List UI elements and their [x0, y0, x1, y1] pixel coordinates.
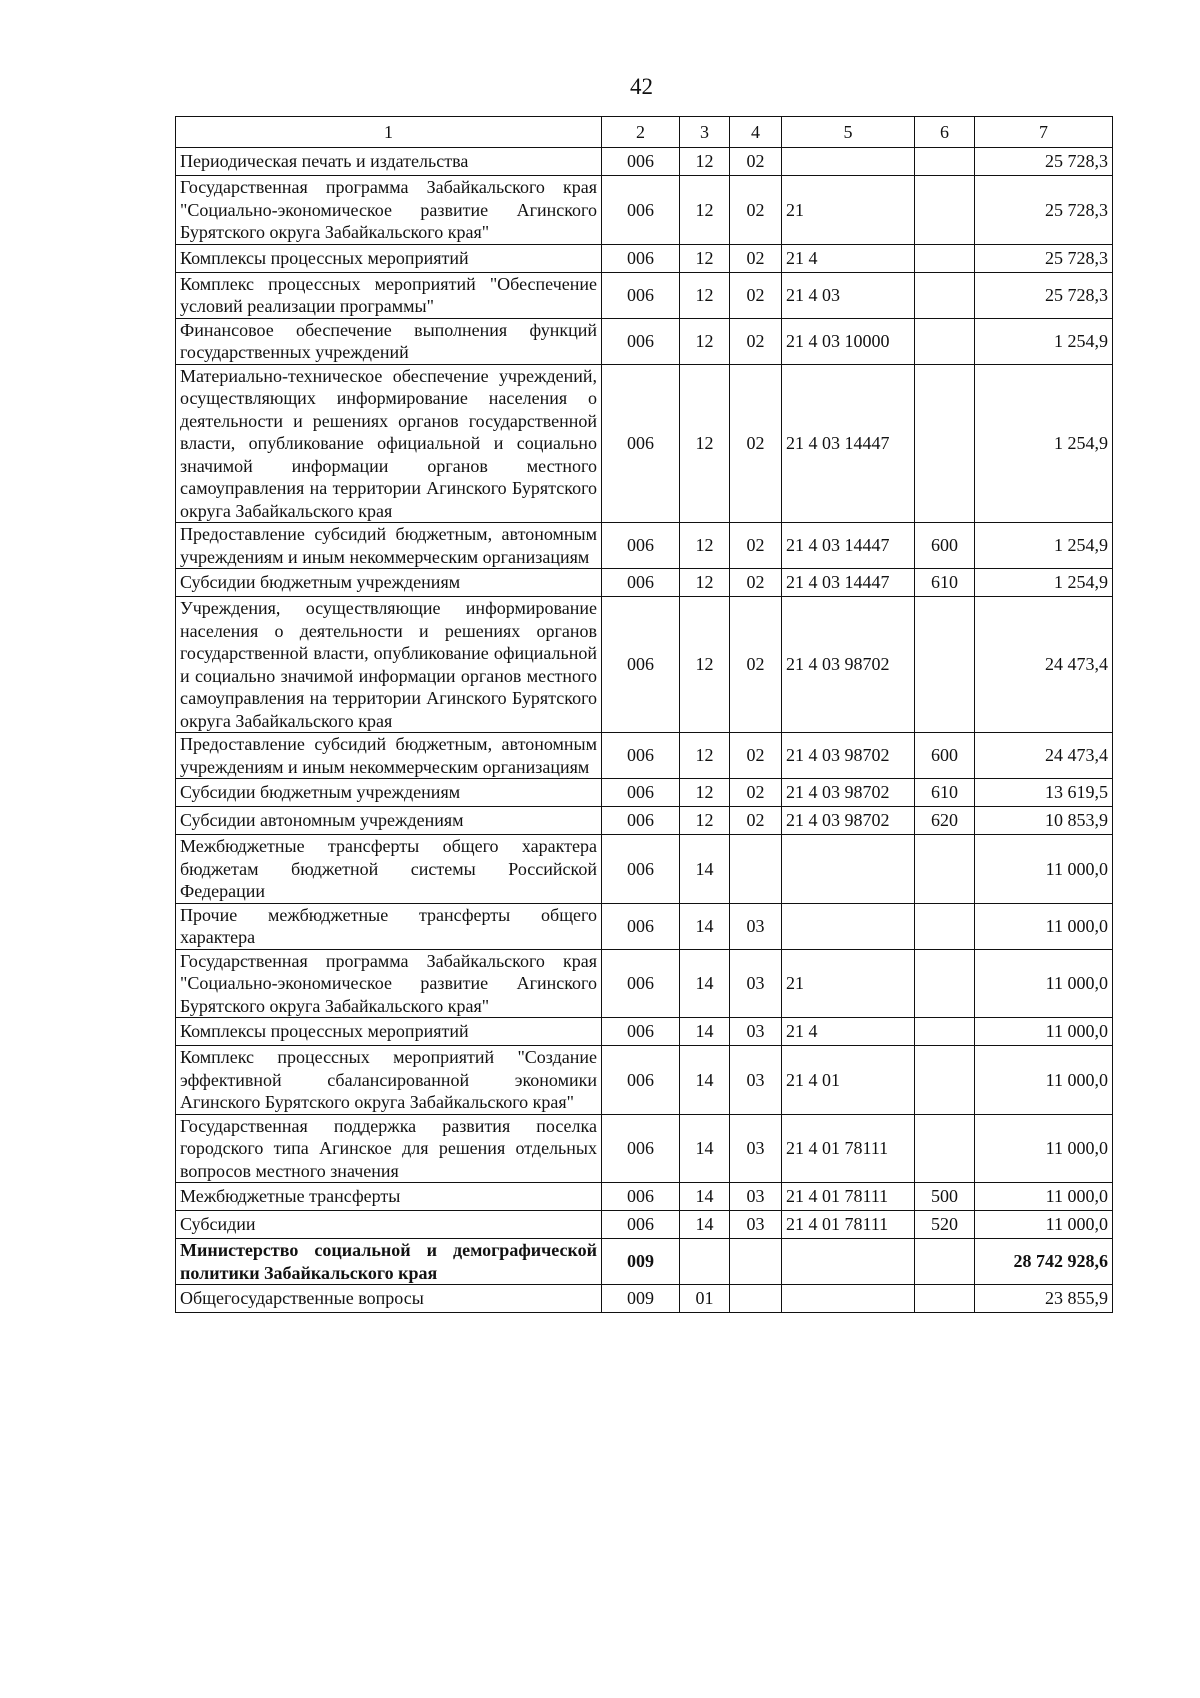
cell-name: Финансовое обеспечение выполнения функций государственных учреждений	[176, 318, 602, 364]
cell-target-article: 21 4 01 78111	[782, 1183, 915, 1211]
cell-name: Государственная программа Забайкальского края "Социально-экономическое развитие Агинского Бурятского округа Забайкальского края"	[176, 176, 602, 245]
cell-target-article	[782, 1239, 915, 1285]
table-row	[176, 569, 1113, 597]
table-row	[176, 733, 1113, 779]
cell-subsection: 02	[730, 272, 782, 318]
cell-admin-code: 006	[602, 364, 680, 523]
cell-amount: 11 000,0	[975, 1046, 1113, 1115]
cell-target-article: 21	[782, 949, 915, 1018]
cell-subsection: 02	[730, 523, 782, 569]
cell-subsection: 03	[730, 949, 782, 1018]
cell-subsection: 03	[730, 1211, 782, 1239]
table-row	[176, 1046, 1113, 1115]
cell-target-article: 21 4 03 98702	[782, 807, 915, 835]
cell-target-article: 21 4 03 14447	[782, 569, 915, 597]
cell-subsection: 03	[730, 1183, 782, 1211]
cell-target-article	[782, 903, 915, 949]
cell-section: 01	[680, 1285, 730, 1313]
cell-amount: 25 728,3	[975, 244, 1113, 272]
cell-section: 12	[680, 733, 730, 779]
cell-name: Учреждения, осуществляющие информирование населения о деятельности и решениях органов государственной власти, опубликование официальной и социально значимой информации органов местного самоуправления на территории Агинского Бурятского округа Забайкальского края	[176, 597, 602, 733]
cell-admin-code: 006	[602, 272, 680, 318]
cell-amount: 11 000,0	[975, 1018, 1113, 1046]
cell-section: 14	[680, 835, 730, 904]
cell-admin-code: 006	[602, 1211, 680, 1239]
cell-admin-code: 006	[602, 148, 680, 176]
cell-subsection: 03	[730, 1018, 782, 1046]
cell-subsection: 02	[730, 779, 782, 807]
page-number: 42	[630, 74, 653, 99]
cell-amount: 1 254,9	[975, 523, 1113, 569]
cell-section: 12	[680, 807, 730, 835]
cell-admin-code: 006	[602, 835, 680, 904]
table-row	[176, 318, 1113, 364]
cell-amount: 11 000,0	[975, 1114, 1113, 1183]
cell-target-article: 21 4 03	[782, 272, 915, 318]
cell-admin-code: 006	[602, 569, 680, 597]
cell-section	[680, 1239, 730, 1285]
table-row	[176, 523, 1113, 569]
cell-name: Государственная программа Забайкальского края "Социально-экономическое развитие Агинского Бурятского округа Забайкальского края"	[176, 949, 602, 1018]
cell-amount: 11 000,0	[975, 903, 1113, 949]
cell-section: 14	[680, 1183, 730, 1211]
table-row	[176, 1018, 1113, 1046]
cell-subsection: 02	[730, 569, 782, 597]
cell-admin-code: 009	[602, 1285, 680, 1313]
cell-amount: 1 254,9	[975, 364, 1113, 523]
cell-subsection: 02	[730, 148, 782, 176]
cell-admin-code: 006	[602, 807, 680, 835]
cell-target-article: 21 4 03 98702	[782, 779, 915, 807]
cell-amount: 25 728,3	[975, 272, 1113, 318]
cell-expense-type: 600	[915, 733, 975, 779]
cell-admin-code: 006	[602, 1018, 680, 1046]
cell-expense-type: 600	[915, 523, 975, 569]
table-row	[176, 835, 1113, 904]
cell-amount: 24 473,4	[975, 597, 1113, 733]
cell-section: 12	[680, 176, 730, 245]
table-row	[176, 1114, 1113, 1183]
cell-admin-code: 006	[602, 1183, 680, 1211]
cell-target-article	[782, 835, 915, 904]
cell-expense-type: 610	[915, 779, 975, 807]
cell-name: Комплекс процессных мероприятий "Создание эффективной сбалансированной экономики Агинского Бурятского округа Забайкальского края"	[176, 1046, 602, 1115]
cell-section: 14	[680, 949, 730, 1018]
cell-subsection: 02	[730, 733, 782, 779]
table-row	[176, 1183, 1113, 1211]
cell-expense-type	[915, 903, 975, 949]
cell-target-article: 21 4 01	[782, 1046, 915, 1115]
cell-target-article: 21 4	[782, 1018, 915, 1046]
cell-subsection: 03	[730, 1114, 782, 1183]
table-row	[176, 176, 1113, 245]
cell-expense-type	[915, 1046, 975, 1115]
cell-name: Прочие межбюджетные трансферты общего характера	[176, 903, 602, 949]
cell-amount: 25 728,3	[975, 148, 1113, 176]
cell-section: 14	[680, 1018, 730, 1046]
cell-admin-code: 006	[602, 949, 680, 1018]
table-body	[176, 148, 1113, 1313]
table-row	[176, 1211, 1113, 1239]
table-row	[176, 364, 1113, 523]
cell-amount: 23 855,9	[975, 1285, 1113, 1313]
cell-expense-type: 620	[915, 807, 975, 835]
cell-amount: 28 742 928,6	[975, 1239, 1113, 1285]
cell-name: Межбюджетные трансферты общего характера бюджетам бюджетной системы Российской Федерации	[176, 835, 602, 904]
cell-subsection: 02	[730, 176, 782, 245]
header-col-5: 5	[782, 117, 915, 148]
table-row	[176, 1285, 1113, 1313]
header-row	[176, 117, 1113, 148]
cell-name: Комплексы процессных мероприятий	[176, 1018, 602, 1046]
header-col-3: 3	[680, 117, 730, 148]
cell-expense-type	[915, 244, 975, 272]
cell-target-article: 21	[782, 176, 915, 245]
cell-expense-type	[915, 1018, 975, 1046]
cell-name: Субсидии автономным учреждениям	[176, 807, 602, 835]
cell-amount: 11 000,0	[975, 949, 1113, 1018]
cell-target-article: 21 4 03 98702	[782, 733, 915, 779]
cell-admin-code: 009	[602, 1239, 680, 1285]
cell-expense-type	[915, 597, 975, 733]
header-col-7: 7	[975, 117, 1113, 148]
cell-section: 12	[680, 523, 730, 569]
cell-section: 12	[680, 272, 730, 318]
cell-subsection: 02	[730, 364, 782, 523]
cell-amount: 11 000,0	[975, 835, 1113, 904]
cell-target-article: 21 4	[782, 244, 915, 272]
cell-subsection: 02	[730, 597, 782, 733]
cell-name: Комплексы процессных мероприятий	[176, 244, 602, 272]
cell-amount: 13 619,5	[975, 779, 1113, 807]
cell-amount: 24 473,4	[975, 733, 1113, 779]
cell-amount: 1 254,9	[975, 569, 1113, 597]
cell-subsection: 02	[730, 244, 782, 272]
cell-name: Предоставление субсидий бюджетным, автономным учреждениям и иным некоммерческим организациям	[176, 523, 602, 569]
cell-amount: 11 000,0	[975, 1183, 1113, 1211]
cell-expense-type	[915, 1285, 975, 1313]
cell-section: 14	[680, 1211, 730, 1239]
cell-expense-type	[915, 1114, 975, 1183]
cell-section: 14	[680, 1046, 730, 1115]
cell-name: Министерство социальной и демографической политики Забайкальского края	[176, 1239, 602, 1285]
table-row	[176, 779, 1113, 807]
cell-admin-code: 006	[602, 244, 680, 272]
cell-section: 12	[680, 569, 730, 597]
cell-section: 12	[680, 364, 730, 523]
cell-section: 12	[680, 597, 730, 733]
budget-table	[175, 116, 1113, 1313]
cell-amount: 10 853,9	[975, 807, 1113, 835]
cell-section: 14	[680, 1114, 730, 1183]
cell-admin-code: 006	[602, 318, 680, 364]
table-row	[176, 148, 1113, 176]
header-col-2: 2	[602, 117, 680, 148]
table-header	[176, 117, 1113, 148]
cell-name: Субсидии бюджетным учреждениям	[176, 569, 602, 597]
cell-subsection: 02	[730, 318, 782, 364]
cell-target-article	[782, 148, 915, 176]
cell-admin-code: 006	[602, 733, 680, 779]
table-row	[176, 949, 1113, 1018]
cell-admin-code: 006	[602, 523, 680, 569]
cell-target-article: 21 4 03 14447	[782, 364, 915, 523]
cell-target-article: 21 4 01 78111	[782, 1211, 915, 1239]
table-row	[176, 244, 1113, 272]
table-row	[176, 903, 1113, 949]
cell-admin-code: 006	[602, 597, 680, 733]
cell-expense-type: 500	[915, 1183, 975, 1211]
cell-section: 14	[680, 903, 730, 949]
cell-section: 12	[680, 779, 730, 807]
header-col-1: 1	[176, 117, 602, 148]
cell-expense-type	[915, 148, 975, 176]
cell-amount: 25 728,3	[975, 176, 1113, 245]
cell-admin-code: 006	[602, 779, 680, 807]
cell-target-article: 21 4 03 10000	[782, 318, 915, 364]
cell-section: 12	[680, 318, 730, 364]
cell-target-article: 21 4 03 98702	[782, 597, 915, 733]
cell-expense-type	[915, 176, 975, 245]
cell-name: Периодическая печать и издательства	[176, 148, 602, 176]
cell-admin-code: 006	[602, 1114, 680, 1183]
cell-expense-type: 520	[915, 1211, 975, 1239]
table-row	[176, 1239, 1113, 1285]
cell-target-article: 21 4 01 78111	[782, 1114, 915, 1183]
cell-expense-type: 610	[915, 569, 975, 597]
cell-expense-type	[915, 318, 975, 364]
cell-name: Субсидии	[176, 1211, 602, 1239]
cell-amount: 1 254,9	[975, 318, 1113, 364]
cell-name: Межбюджетные трансферты	[176, 1183, 602, 1211]
cell-name: Общегосударственные вопросы	[176, 1285, 602, 1313]
cell-subsection	[730, 835, 782, 904]
cell-admin-code: 006	[602, 176, 680, 245]
cell-expense-type	[915, 272, 975, 318]
cell-target-article: 21 4 03 14447	[782, 523, 915, 569]
cell-name: Материально-техническое обеспечение учреждений, осуществляющих информирование населения о деятельности и решениях органов государственной власти, опубликование официальной и социально значимой информации органов местного самоуправления на территории Агинского Бурятского округа Забайкальского края	[176, 364, 602, 523]
cell-expense-type	[915, 1239, 975, 1285]
cell-expense-type	[915, 949, 975, 1018]
table-row	[176, 597, 1113, 733]
cell-amount: 11 000,0	[975, 1211, 1113, 1239]
cell-section: 12	[680, 244, 730, 272]
cell-name: Субсидии бюджетным учреждениям	[176, 779, 602, 807]
cell-name: Комплекс процессных мероприятий "Обеспечение условий реализации программы"	[176, 272, 602, 318]
table-row	[176, 807, 1113, 835]
cell-subsection	[730, 1285, 782, 1313]
cell-name: Государственная поддержка развития поселка городского типа Агинское для решения отдельных вопросов местного значения	[176, 1114, 602, 1183]
cell-expense-type	[915, 364, 975, 523]
cell-target-article	[782, 1285, 915, 1313]
cell-admin-code: 006	[602, 903, 680, 949]
header-col-4: 4	[730, 117, 782, 148]
cell-subsection: 03	[730, 1046, 782, 1115]
cell-admin-code: 006	[602, 1046, 680, 1115]
header-col-6: 6	[915, 117, 975, 148]
cell-expense-type	[915, 835, 975, 904]
cell-subsection	[730, 1239, 782, 1285]
cell-subsection: 02	[730, 807, 782, 835]
cell-section: 12	[680, 148, 730, 176]
cell-subsection: 03	[730, 903, 782, 949]
table-row	[176, 272, 1113, 318]
cell-name: Предоставление субсидий бюджетным, автономным учреждениям и иным некоммерческим организациям	[176, 733, 602, 779]
